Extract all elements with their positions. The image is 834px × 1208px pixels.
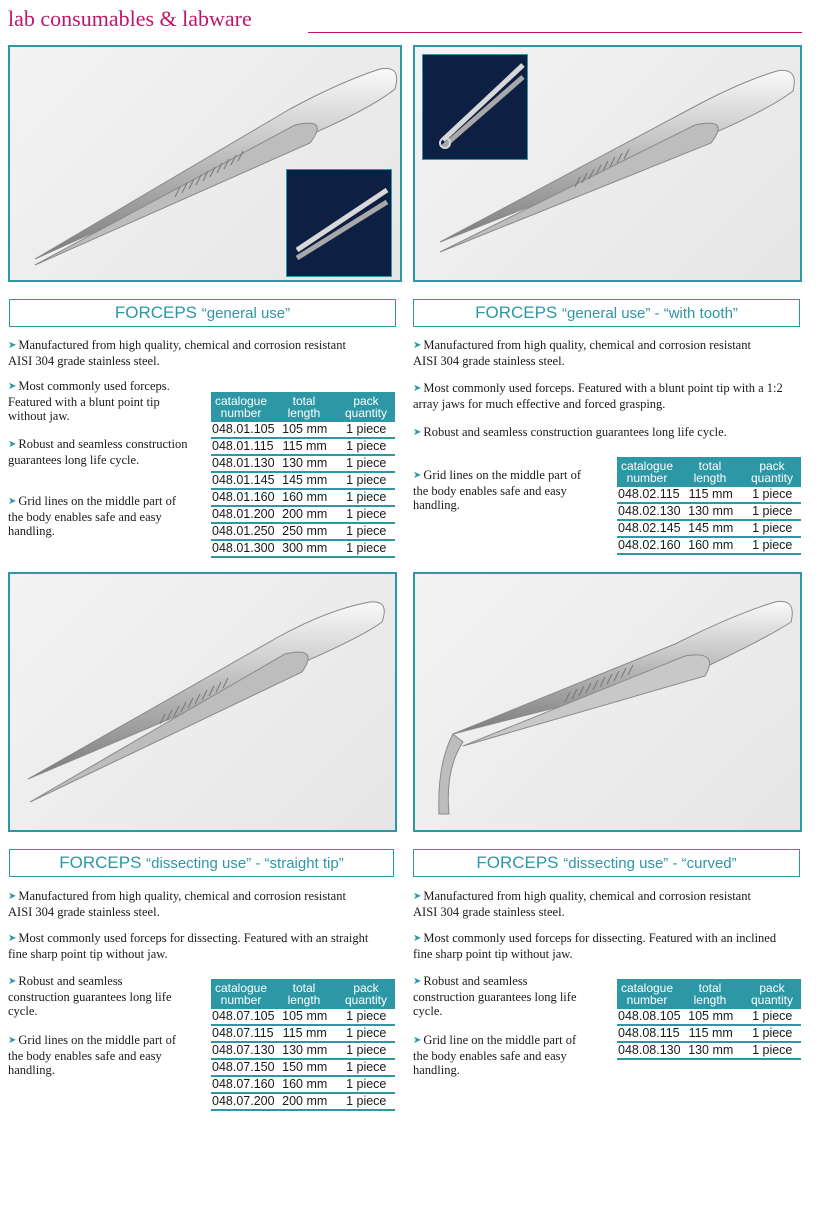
bullet-robust: ➤ Robust and seamless construction guarantees long life cycle.	[413, 974, 577, 1018]
table-header: catalogue number total length pack quantity	[617, 457, 801, 487]
bullet-usage: ➤ Most commonly used forceps. Featured with a blunt point tip with a 1:2 array jaws for much effective and forced grasping.	[413, 381, 783, 411]
table-row: 048.07.115 115 mm 1 piece	[211, 1026, 395, 1043]
table-row: 048.07.160 160 mm 1 piece	[211, 1077, 395, 1094]
product-table-with-tooth	[617, 457, 801, 555]
table-row: 048.02.160 160 mm 1 piece	[617, 538, 801, 555]
tip-closeup-inset	[422, 54, 528, 160]
bullet-grid: ➤ Grid lines on the middle part of the body enables safe and easy handling.	[8, 1033, 176, 1077]
product-title-with-tooth: FORCEPS “general use” - “with tooth”	[413, 299, 800, 327]
product-photo-curved	[413, 572, 802, 832]
bullet-grid: ➤ Grid lines on the middle part of the body enables safe and easy handling.	[8, 494, 176, 538]
table-row: 048.07.130 130 mm 1 piece	[211, 1043, 395, 1060]
product-title-general-use: FORCEPS “general use”	[9, 299, 396, 327]
bullet-material: ➤ Manufactured from high quality, chemical and corrosion resistant AISI 304 grade stainless steel.	[413, 889, 751, 919]
table-row: 048.01.115 115 mm 1 piece	[211, 439, 395, 456]
table-row: 048.01.130 130 mm 1 piece	[211, 456, 395, 473]
table-row: 048.07.105 105 mm 1 piece	[211, 1009, 395, 1026]
bullet-grid: ➤ Grid line on the middle part of the body enables safe and easy handling.	[413, 1033, 577, 1077]
product-photo-general-use	[8, 45, 402, 282]
table-row: 048.01.145 145 mm 1 piece	[211, 473, 395, 490]
product-photo-straight-tip	[8, 572, 397, 832]
bullet-robust: ➤ Robust and seamless construction guarantees long life cycle.	[8, 437, 188, 467]
tip-closeup-inset	[286, 169, 392, 277]
bullet-grid: ➤ Grid lines on the middle part of the body enables safe and easy handling.	[413, 468, 581, 512]
product-table-straight-tip	[211, 979, 395, 1111]
table-row: 048.07.150 150 mm 1 piece	[211, 1060, 395, 1077]
table-row: 048.01.250 250 mm 1 piece	[211, 524, 395, 541]
table-row: 048.01.160 160 mm 1 piece	[211, 490, 395, 507]
bullet-material: ➤ Manufactured from high quality, chemical and corrosion resistant AISI 304 grade stainless steel.	[8, 889, 346, 919]
table-header: catalogue number total length pack quantity	[211, 392, 395, 422]
table-row: 048.02.130 130 mm 1 piece	[617, 504, 801, 521]
forceps-illustration	[415, 574, 802, 832]
bullet-usage: ➤ Most commonly used forceps for dissecting. Featured with an inclined fine sharp point tip without jaw.	[413, 931, 777, 961]
table-header: catalogue number total length pack quantity	[617, 979, 801, 1009]
table-row: 048.02.115 115 mm 1 piece	[617, 487, 801, 504]
product-table-general-use	[211, 392, 395, 558]
table-row: 048.01.105 105 mm 1 piece	[211, 422, 395, 439]
title-rule	[308, 32, 802, 33]
bullet-robust: ➤ Robust and seamless construction guarantees long life cycle.	[8, 974, 172, 1018]
table-row: 048.08.105 105 mm 1 piece	[617, 1009, 801, 1026]
forceps-illustration	[10, 574, 397, 832]
table-row: 048.08.130 130 mm 1 piece	[617, 1043, 801, 1060]
bullet-material: ➤ Manufactured from high quality, chemical and corrosion resistant AISI 304 grade stainless steel.	[8, 338, 346, 368]
product-table-curved	[617, 979, 801, 1060]
product-title-straight-tip: FORCEPS “dissecting use” - “straight tip”	[9, 849, 394, 877]
page-title: lab consumables & labware	[8, 6, 252, 31]
product-photo-with-tooth	[413, 45, 802, 282]
bullet-usage: ➤ Most commonly used forceps for dissecting. Featured with an straight fine sharp point tip without jaw.	[8, 931, 369, 961]
bullet-material: ➤ Manufactured from high quality, chemical and corrosion resistant AISI 304 grade stainless steel.	[413, 338, 751, 368]
table-row: 048.07.200 200 mm 1 piece	[211, 1094, 395, 1111]
table-row: 048.01.200 200 mm 1 piece	[211, 507, 395, 524]
table-row: 048.02.145 145 mm 1 piece	[617, 521, 801, 538]
table-row: 048.01.300 300 mm 1 piece	[211, 541, 395, 558]
product-title-curved: FORCEPS “dissecting use” - “curved”	[413, 849, 800, 877]
bullet-robust: ➤ Robust and seamless construction guarantees long life cycle.	[413, 425, 727, 439]
table-header: catalogue number total length pack quantity	[211, 979, 395, 1009]
bullet-usage: ➤ Most commonly used forceps. Featured with a blunt point tip without jaw.	[8, 379, 170, 423]
table-row: 048.08.115 115 mm 1 piece	[617, 1026, 801, 1043]
